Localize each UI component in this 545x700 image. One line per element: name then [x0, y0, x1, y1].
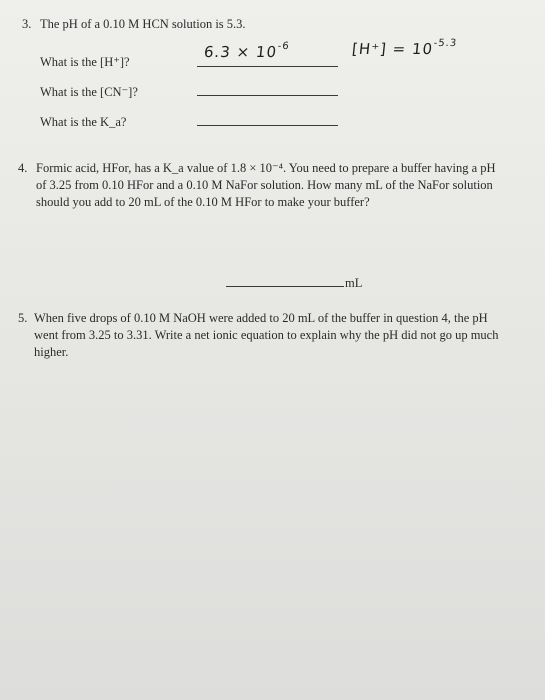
- question-3-number: 3.: [22, 17, 32, 31]
- q4-answer-blank[interactable]: [226, 286, 344, 287]
- q3-h-handwritten-answer: $6.3 \times 10^{-6}$: [203, 41, 291, 61]
- answer-writing-area[interactable]: [34, 370, 514, 680]
- q3-h-answer-blank[interactable]: [197, 66, 338, 67]
- question-5-number: 5.: [18, 311, 28, 325]
- question-4-number: 4.: [18, 161, 28, 175]
- q4-unit-label: mL: [345, 276, 363, 290]
- q3-ka-label: What is the K_a?: [40, 115, 127, 129]
- q3-cn-answer-blank[interactable]: [197, 95, 338, 96]
- question-5-line-3: higher.: [34, 345, 69, 359]
- q3-ka-answer-blank[interactable]: [197, 125, 338, 126]
- q3-handwritten-note: $[H^+] = 10^{-5.3}$: [351, 38, 458, 58]
- question-5-line-2: went from 3.25 to 3.31. Write a net ionic equation to explain why the pH did not go up much: [34, 328, 499, 342]
- question-4-line-2: of 3.25 from 0.10 HFor and a 0.10 M NaFor solution. How many mL of the NaFor solution: [36, 178, 493, 192]
- question-5-line-1: When five drops of 0.10 M NaOH were added to 20 mL of the buffer in question 4, the pH: [34, 311, 488, 325]
- question-4-line-3: should you add to 20 mL of the 0.10 M HFor to make your buffer?: [36, 195, 370, 209]
- question-4-line-1: Formic acid, HFor, has a K_a value of 1.8 × 10⁻⁴. You need to prepare a buffer having a pH: [36, 161, 496, 175]
- question-3-prompt: The pH of a 0.10 M HCN solution is 5.3.: [40, 17, 246, 31]
- q3-h-concentration-label: What is the [H⁺]?: [40, 55, 130, 69]
- q3-cn-concentration-label: What is the [CN⁻]?: [40, 85, 138, 99]
